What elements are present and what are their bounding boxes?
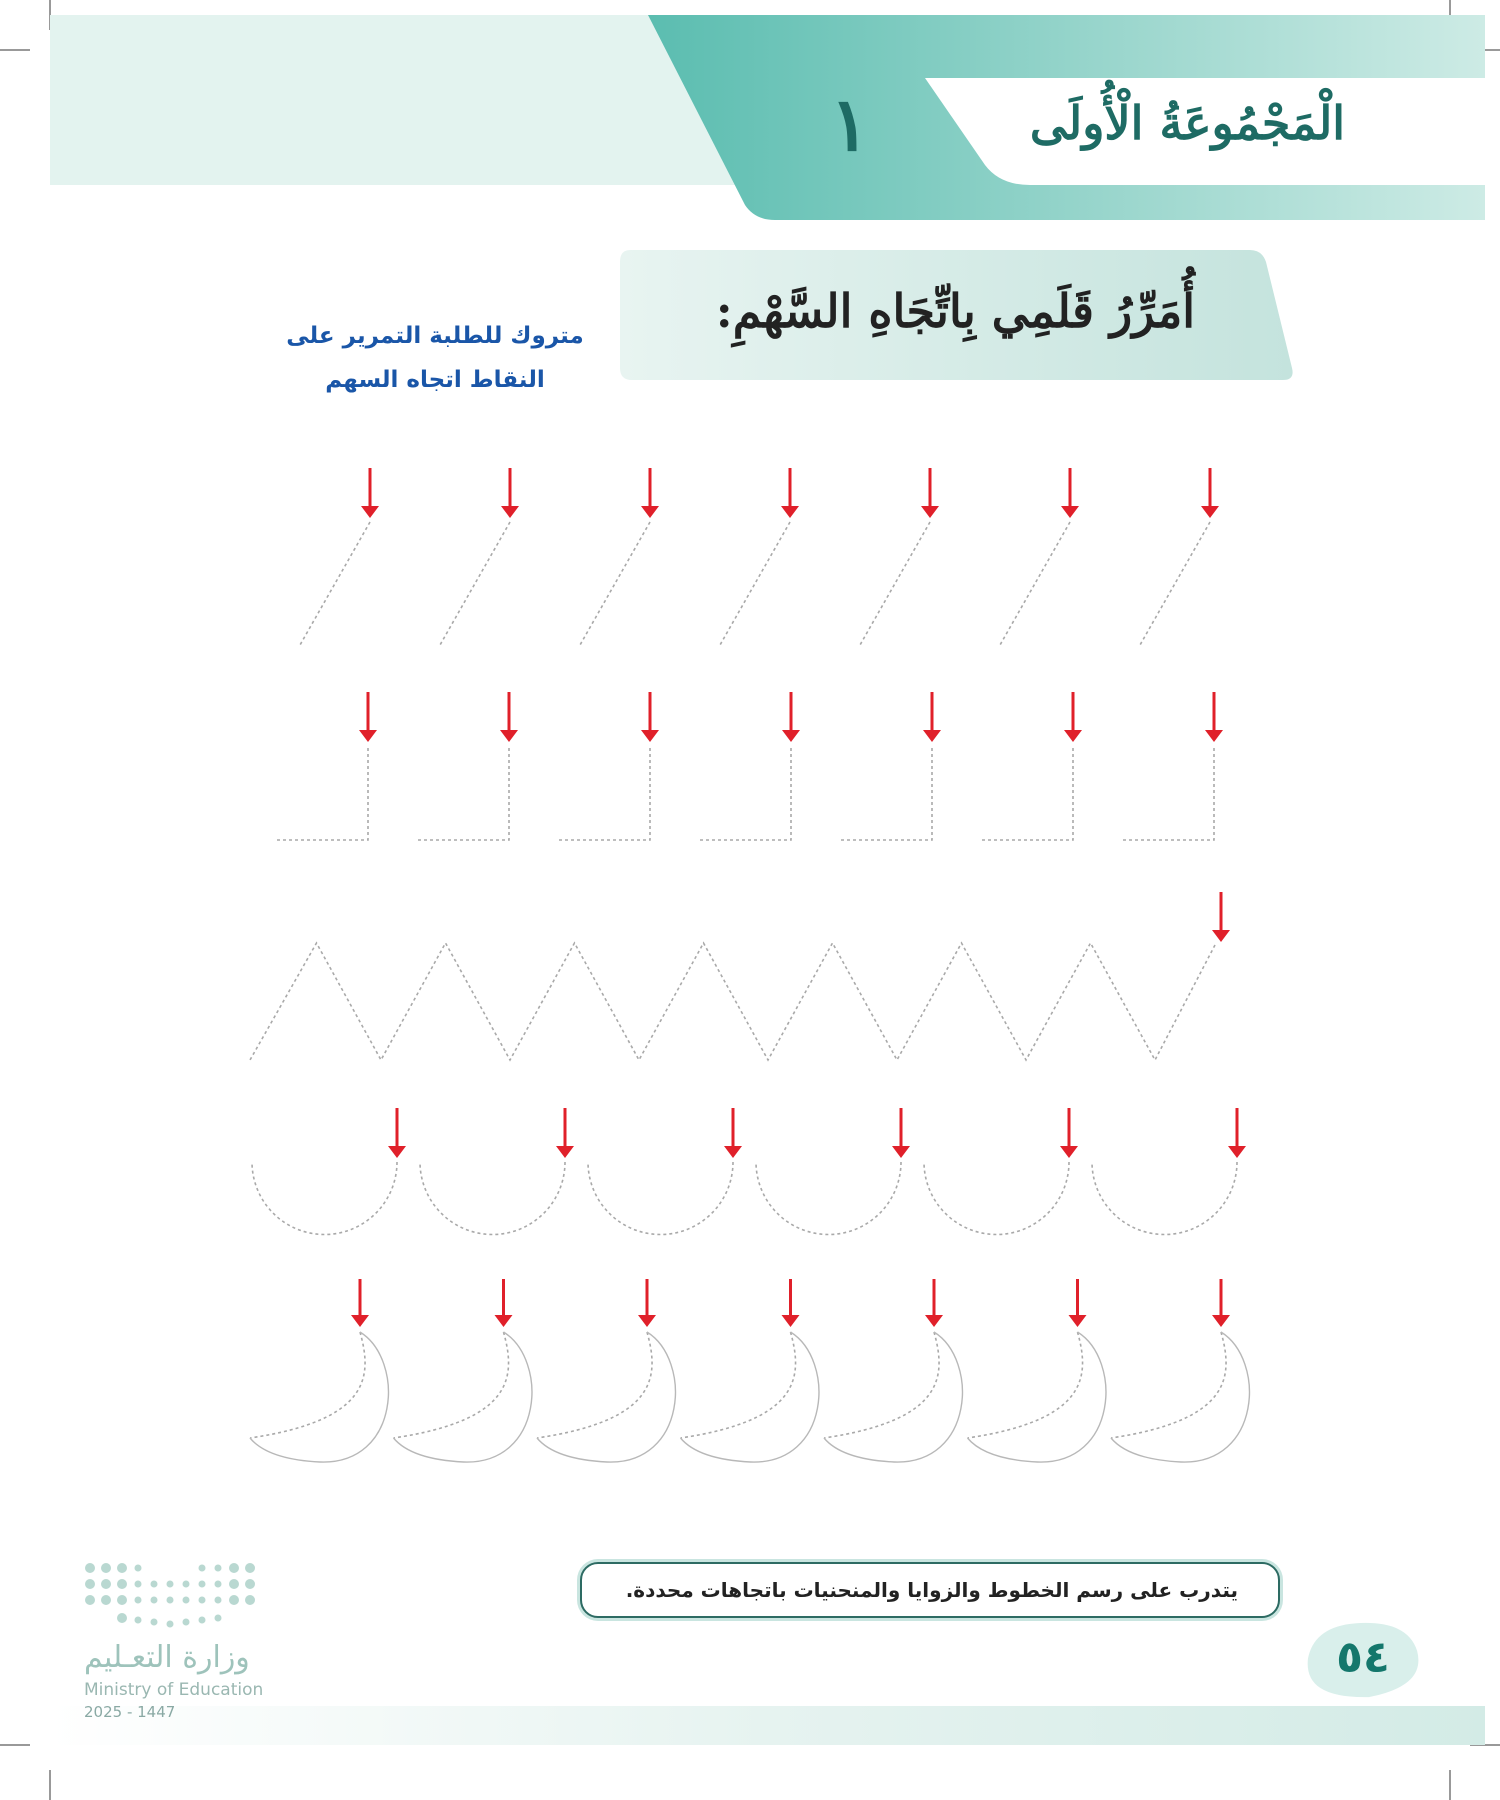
logo-dot	[117, 1613, 127, 1623]
logo-dot	[151, 1581, 158, 1588]
crescent-outline	[824, 1332, 962, 1462]
arrow-head-icon	[782, 1315, 800, 1327]
arrow-head-icon	[923, 730, 941, 742]
arrow-head-icon	[641, 506, 659, 518]
arrow-head-icon	[1212, 1315, 1230, 1327]
arrow-head-icon	[500, 730, 518, 742]
dotted-trace-path	[537, 1332, 652, 1438]
logo-dot	[215, 1565, 222, 1572]
logo-dot	[183, 1597, 190, 1604]
logo-dot	[135, 1597, 142, 1604]
crescent-outline	[681, 1332, 819, 1462]
dotted-trace-path	[558, 748, 650, 840]
logo-dot	[199, 1597, 206, 1604]
half-circles-row[interactable]	[252, 1108, 1246, 1235]
logo-dot	[135, 1565, 142, 1572]
arrow-head-icon	[782, 730, 800, 742]
dotted-trace-path	[417, 748, 509, 840]
logo-dot	[85, 1563, 95, 1573]
crescent-outline	[250, 1332, 388, 1462]
arrow-head-icon	[351, 1315, 369, 1327]
dotted-trace-path	[250, 1332, 365, 1438]
arrow-head-icon	[1212, 930, 1230, 942]
arrow-head-icon	[641, 730, 659, 742]
dotted-trace-path	[860, 522, 930, 645]
logo-dot	[151, 1619, 158, 1626]
logo-dot	[245, 1563, 255, 1573]
diagonal-lines-row[interactable]	[300, 468, 1219, 645]
arrow-head-icon	[1060, 1146, 1078, 1158]
logo-dot	[229, 1579, 239, 1589]
dotted-trace-path	[1000, 522, 1070, 645]
dotted-trace-path	[276, 748, 368, 840]
logo-dot	[199, 1581, 206, 1588]
dotted-trace-path	[924, 1162, 1069, 1235]
logo-dot	[167, 1621, 174, 1628]
dotted-trace-path	[588, 1162, 733, 1235]
dotted-trace-path	[720, 522, 790, 645]
crescent-outline	[968, 1332, 1106, 1462]
logo-dot	[199, 1617, 206, 1624]
exercise-instruction: أُمَرِّرُ قَلَمِي بِاتِّجَاهِ السَّهْمِ:	[715, 284, 1195, 338]
logo-dot	[215, 1597, 222, 1604]
logo-dot	[167, 1597, 174, 1604]
logo-dot	[167, 1581, 174, 1588]
arrow-head-icon	[921, 506, 939, 518]
logo-dot	[229, 1595, 239, 1605]
logo-dot	[215, 1615, 222, 1622]
learning-objective: يتدرب على رسم الخطوط والزوايا والمنحنيات باتجاهات محددة.	[580, 1562, 1280, 1618]
logo-dot	[101, 1595, 111, 1605]
arrow-head-icon	[781, 506, 799, 518]
arrow-head-icon	[1201, 506, 1219, 518]
group-number: ١	[830, 82, 870, 168]
dotted-trace-path	[394, 1332, 509, 1438]
footer-band	[50, 1706, 1485, 1745]
arrow-head-icon	[925, 1315, 943, 1327]
logo-dot	[183, 1581, 190, 1588]
dotted-trace-path	[840, 748, 932, 840]
arrow-head-icon	[501, 506, 519, 518]
ministry-name-en: Ministry of Education	[84, 1680, 264, 1700]
crescent-outline	[1111, 1332, 1249, 1462]
arrow-head-icon	[892, 1146, 910, 1158]
arrow-head-icon	[556, 1146, 574, 1158]
zigzag-row[interactable]	[250, 892, 1230, 1060]
dotted-trace-path	[756, 1162, 901, 1235]
logo-dot	[183, 1619, 190, 1626]
dotted-trace-path	[1122, 748, 1214, 840]
logo-dot	[117, 1563, 127, 1573]
dotted-trace-path	[250, 943, 1215, 1060]
logo-dot	[101, 1579, 111, 1589]
arrow-head-icon	[1061, 506, 1079, 518]
dotted-trace-path	[580, 522, 650, 645]
arrow-head-icon	[495, 1315, 513, 1327]
crescent-outline	[537, 1332, 675, 1462]
arrow-head-icon	[1069, 1315, 1087, 1327]
dotted-trace-path	[440, 522, 510, 645]
dotted-trace-path	[824, 1332, 939, 1438]
group-title: الْمَجْمُوعَةُ الْأُولَى	[1029, 96, 1345, 150]
dotted-trace-path	[699, 748, 791, 840]
dotted-trace-path	[252, 1162, 397, 1235]
logo-dot	[101, 1563, 111, 1573]
arrow-head-icon	[388, 1146, 406, 1158]
logo-dot	[229, 1563, 239, 1573]
dotted-trace-path	[420, 1162, 565, 1235]
arrow-head-icon	[359, 730, 377, 742]
dotted-trace-path	[968, 1332, 1083, 1438]
page-number: ٥٤	[1336, 1632, 1390, 1683]
logo-dot	[117, 1579, 127, 1589]
logo-dot	[151, 1597, 158, 1604]
arrow-head-icon	[1228, 1146, 1246, 1158]
logo-dot	[135, 1617, 142, 1624]
ministry-logo-icon	[85, 1563, 255, 1628]
logo-dot	[245, 1595, 255, 1605]
logo-dot	[85, 1579, 95, 1589]
arrow-head-icon	[724, 1146, 742, 1158]
logo-dot	[245, 1579, 255, 1589]
dotted-trace-path	[981, 748, 1073, 840]
logo-dot	[85, 1595, 95, 1605]
dotted-trace-path	[1111, 1332, 1226, 1438]
logo-dot	[199, 1565, 206, 1572]
crescent-outline	[394, 1332, 532, 1462]
teacher-note: متروك للطلبة التمرير على النقاط اتجاه السهم	[286, 323, 584, 393]
dotted-trace-path	[1092, 1162, 1237, 1235]
logo-dot	[215, 1581, 222, 1588]
logo-dot	[117, 1595, 127, 1605]
corner-lines-row[interactable]	[276, 692, 1223, 840]
arrow-head-icon	[638, 1315, 656, 1327]
ministry-name-ar: وزارة التعـليم	[84, 1640, 250, 1675]
dotted-trace-path	[681, 1332, 796, 1438]
arrow-head-icon	[361, 506, 379, 518]
crescents-row[interactable]	[250, 1279, 1249, 1462]
dotted-trace-path	[1140, 522, 1210, 645]
dotted-trace-path	[300, 522, 370, 645]
arrow-head-icon	[1064, 730, 1082, 742]
arrow-head-icon	[1205, 730, 1223, 742]
logo-dot	[135, 1581, 142, 1588]
academic-year: 2025 - 1447	[84, 1703, 176, 1721]
